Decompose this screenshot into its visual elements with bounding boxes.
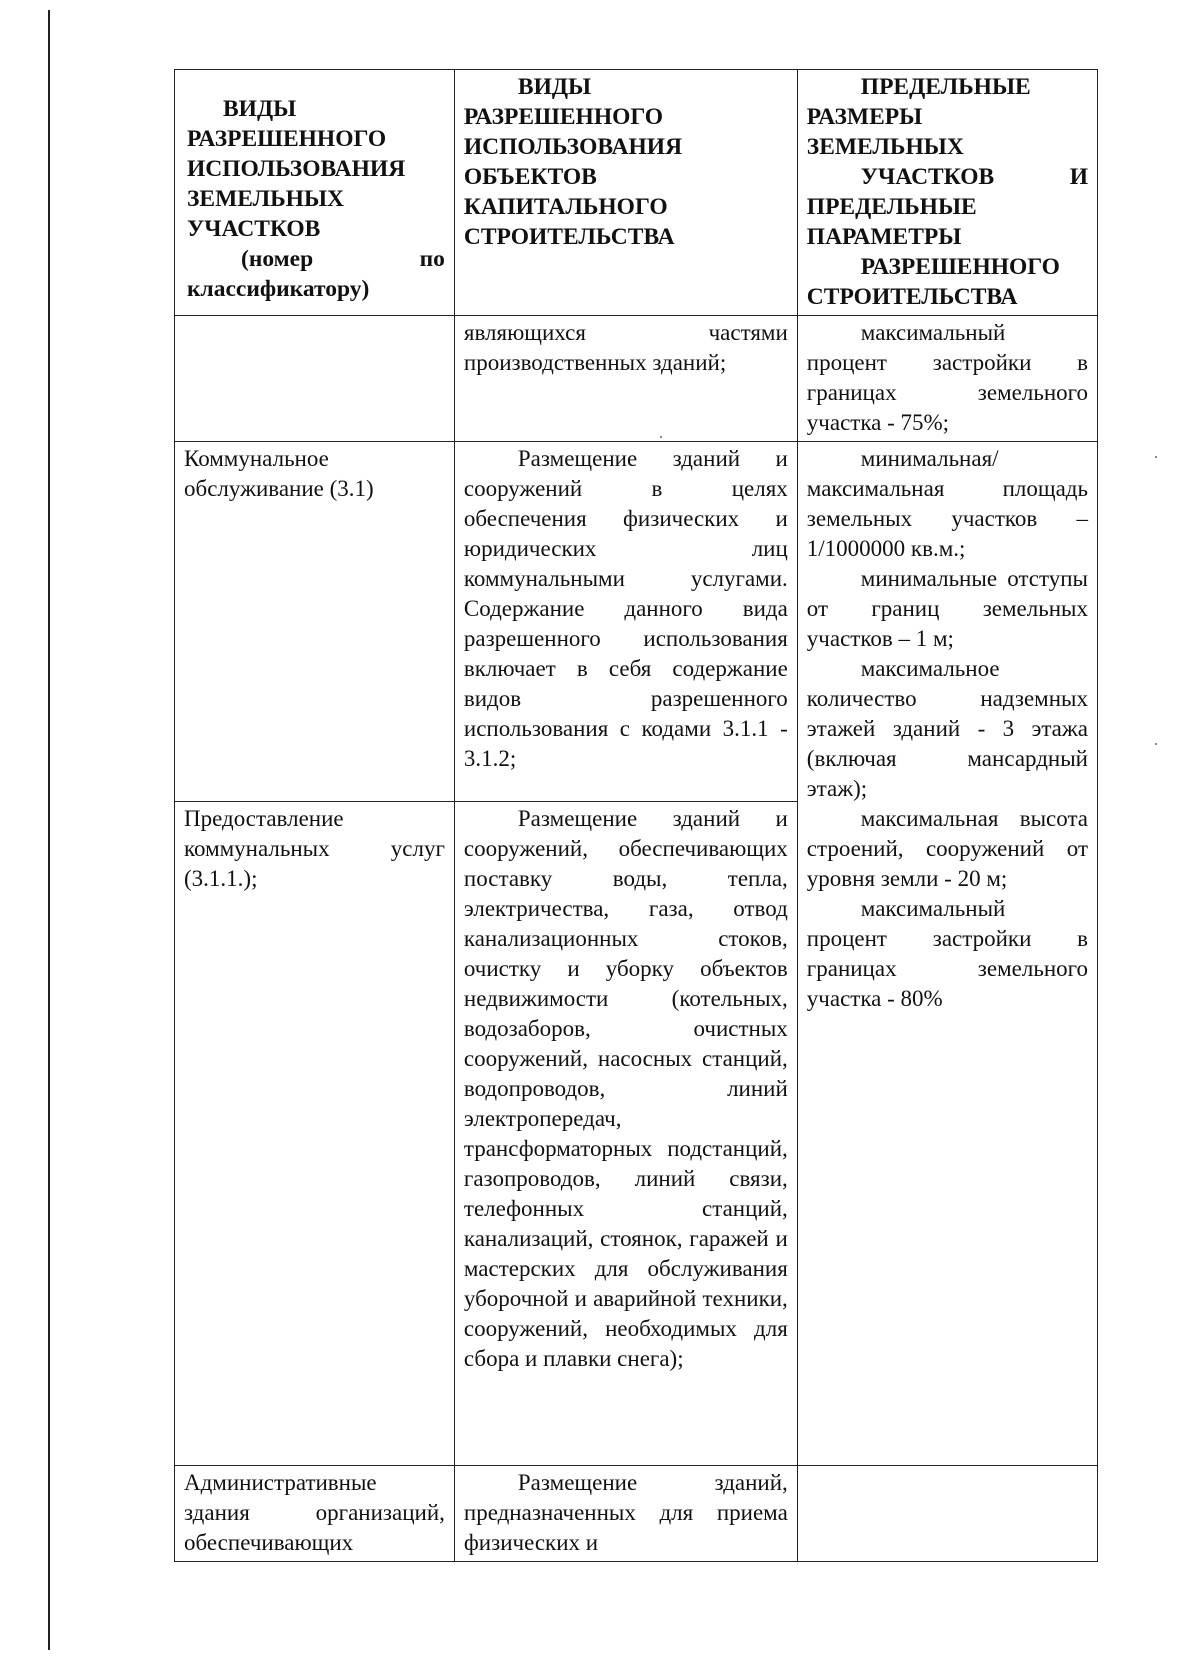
header-subline	[807, 162, 1088, 192]
table-header-row	[175, 70, 1098, 316]
land-use-table	[174, 69, 1098, 1562]
cell-text: Размещение зданий и сооружений, обеспечивающих поставку воды, тепла, электричества, газа, отвод канализационных стоков, очистку и уборку объектов недвижимости (котельных, водозаборов, очистных сооружений, насосных станций, водопроводов, линий электропередач, трансформаторных подстанций, газопроводов, линий связи, телефонных станций, канализаций, стоянок, гаражей и мастерских для обслуживания уборочной и аварийной техники, сооружений, необходимых для сбора и плавки снега);	[463, 806, 788, 1371]
table-cell-land-use	[175, 802, 455, 1466]
header-text: И	[1069, 164, 1088, 190]
cell-text: Коммунальное обслуживание (3.1)	[184, 446, 374, 501]
cell-text: Предоставление коммунальных услуг (3.1.1.);	[184, 806, 445, 891]
scan-speck	[1155, 743, 1157, 745]
header-text: ПРЕДЕЛЬНЫЕ	[860, 74, 1031, 100]
header-text: УЧАСТКОВ	[860, 164, 995, 190]
header-text: ОБЪЕКТОВ	[463, 164, 597, 190]
header-text: СТРОИТЕЛЬСТВА	[806, 284, 1018, 310]
header-cell-capital-construction-types	[454, 70, 797, 316]
header-text: СТРОИТЕЛЬСТВА	[463, 224, 675, 250]
cell-text: Размещение зданий, предназначенных для приема физических и	[463, 1470, 788, 1555]
header-cell-limit-parameters	[797, 70, 1097, 316]
header-cell-land-use-types	[175, 70, 455, 316]
table-row	[175, 1466, 1098, 1562]
header-text: (номер	[241, 246, 314, 272]
header-text: РАЗМЕРЫ	[806, 104, 923, 130]
cell-text: Размещение зданий и сооружений в целях обеспечения физических и юридических лиц коммунальными услугами. Содержание данного вида разрешенного использования включает в себя содержание видов разрешенного использования с кодами 3.1.1 - 3.1.2;	[463, 446, 788, 771]
header-text: РАЗРЕШЕННОГО	[187, 126, 387, 152]
table-cell-parameters	[797, 316, 1097, 442]
table-cell-land-use	[175, 442, 455, 802]
header-text: ВИДЫ	[517, 74, 592, 100]
header-text: ИСПОЛЬЗОВАНИЯ	[187, 156, 406, 182]
table-row	[175, 316, 1098, 442]
header-text: по	[419, 246, 445, 272]
table-cell-land-use	[175, 1466, 455, 1562]
header-text: КАПИТАЛЬНОГО	[463, 194, 668, 220]
param-text: минимальная/максимальная площадь земельных участков – 1/1000000 кв.м.;	[806, 446, 1088, 561]
scan-edge-line	[48, 10, 50, 1650]
param-text: минимальные отступы от границ земельных участков – 1 м;	[806, 566, 1088, 651]
header-text: ВИДЫ	[223, 96, 297, 122]
cell-text: Административные здания организаций, обеспечивающих	[184, 1470, 445, 1555]
table-cell-land-use	[175, 316, 455, 442]
table-cell-parameters	[797, 1466, 1097, 1562]
table-cell-construction	[454, 1466, 797, 1562]
table-cell-construction	[454, 802, 797, 1466]
table-cell-parameters-merged	[797, 442, 1097, 1466]
param-text: максимальный процент застройки в границах земельного участка - 80%	[806, 896, 1088, 1011]
header-text: РАЗРЕШЕННОГО	[463, 104, 664, 130]
header-text: ПАРАМЕТРЫ	[806, 224, 962, 250]
header-text: УЧАСТКОВ	[187, 216, 321, 242]
table-row	[175, 442, 1098, 802]
table-cell-construction	[454, 316, 797, 442]
cell-text: являющихся частями производственных зданий;	[463, 320, 788, 375]
header-subline	[187, 244, 445, 274]
header-text: ЗЕМЕЛЬНЫХ	[806, 134, 964, 160]
table-cell-construction	[454, 442, 797, 802]
header-text: ПРЕДЕЛЬНЫЕ	[806, 194, 977, 220]
header-text: ЗЕМЕЛЬНЫХ	[187, 186, 344, 212]
header-text: РАЗРЕШЕННОГО	[860, 254, 1060, 280]
param-text: максимальное количество надземных этажей зданий - 3 этажа (включая мансардный этаж);	[806, 656, 1088, 801]
scan-speck	[1155, 456, 1157, 458]
cell-text: максимальный процент застройки в границах земельного участка - 75%;	[806, 320, 1088, 435]
header-text: классификатору)	[187, 276, 370, 302]
header-text: ИСПОЛЬЗОВАНИЯ	[463, 134, 683, 160]
param-text: максимальная высота строений, сооружений от уровня земли - 20 м;	[806, 806, 1088, 891]
